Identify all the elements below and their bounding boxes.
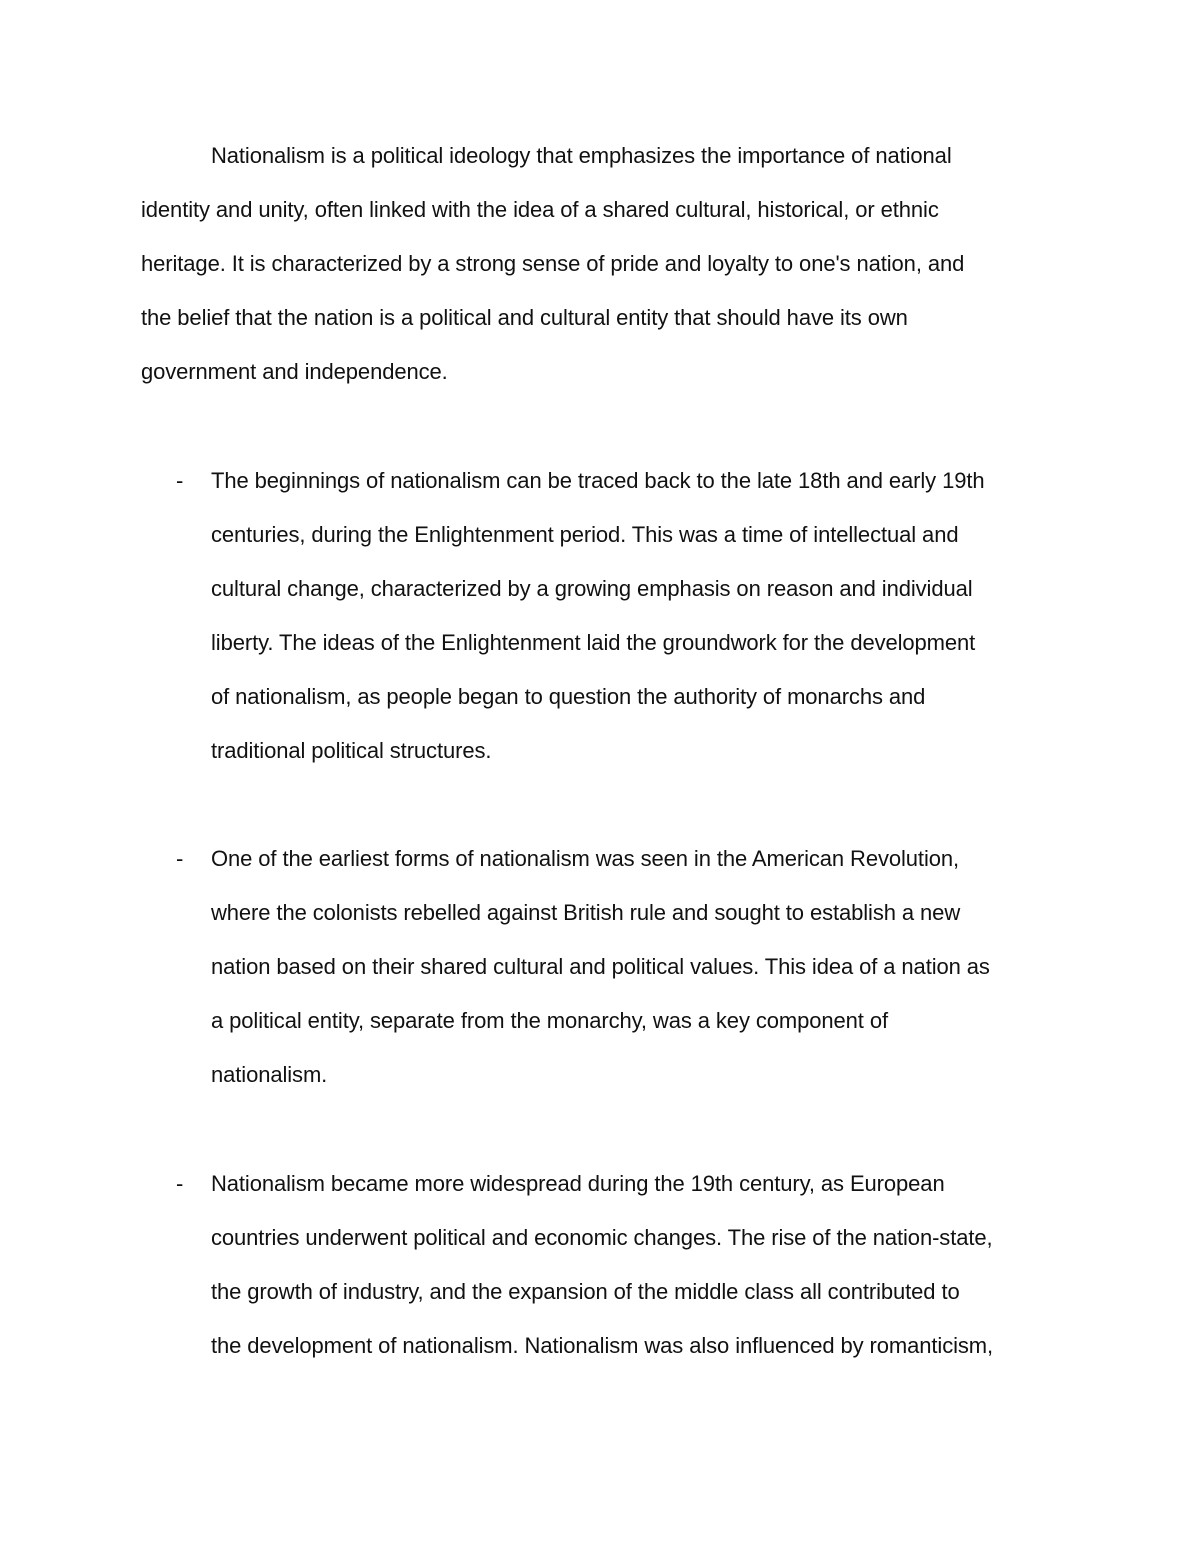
bullet-line: countries underwent political and economic changes. The rise of the nation-state, bbox=[211, 1225, 993, 1250]
intro-line: heritage. It is characterized by a strong sense of pride and loyalty to one's nation, and bbox=[141, 251, 965, 276]
intro-line: government and independence. bbox=[141, 359, 448, 384]
bullet-dash: - bbox=[176, 1171, 184, 1196]
bullet-dash: - bbox=[176, 846, 184, 871]
bullet-line: centuries, during the Enlightenment period. This was a time of intellectual and bbox=[211, 522, 959, 547]
bullet-dash: - bbox=[176, 468, 184, 493]
intro-line: the belief that the nation is a political and cultural entity that should have its own bbox=[141, 305, 908, 330]
bullet-line: One of the earliest forms of nationalism was seen in the American Revolution, bbox=[211, 846, 960, 871]
bullet-line: the growth of industry, and the expansion of the middle class all contributed to bbox=[211, 1279, 960, 1304]
bullet-line: nation based on their shared cultural and political values. This idea of a nation as bbox=[211, 954, 990, 979]
bullet-line: of nationalism, as people began to question the authority of monarchs and bbox=[211, 684, 926, 709]
bullet-line: traditional political structures. bbox=[211, 738, 492, 763]
intro-line: Nationalism is a political ideology that emphasizes the importance of national bbox=[211, 143, 952, 168]
bullet-line: The beginnings of nationalism can be traced back to the late 18th and early 19th bbox=[211, 468, 985, 493]
bullet-line: liberty. The ideas of the Enlightenment laid the groundwork for the development bbox=[211, 630, 976, 655]
bullet-line: a political entity, separate from the monarchy, was a key component of bbox=[211, 1008, 888, 1033]
bullet-line: cultural change, characterized by a growing emphasis on reason and individual bbox=[211, 576, 973, 601]
bullet-line: where the colonists rebelled against British rule and sought to establish a new bbox=[211, 900, 961, 925]
bullet-line: nationalism. bbox=[211, 1062, 328, 1087]
intro-line: identity and unity, often linked with the idea of a shared cultural, historical, or ethnic bbox=[141, 197, 939, 222]
bullet-line: Nationalism became more widespread during the 19th century, as European bbox=[211, 1171, 945, 1196]
bullet-line: the development of nationalism. Nationalism was also influenced by romanticism, bbox=[211, 1333, 994, 1358]
